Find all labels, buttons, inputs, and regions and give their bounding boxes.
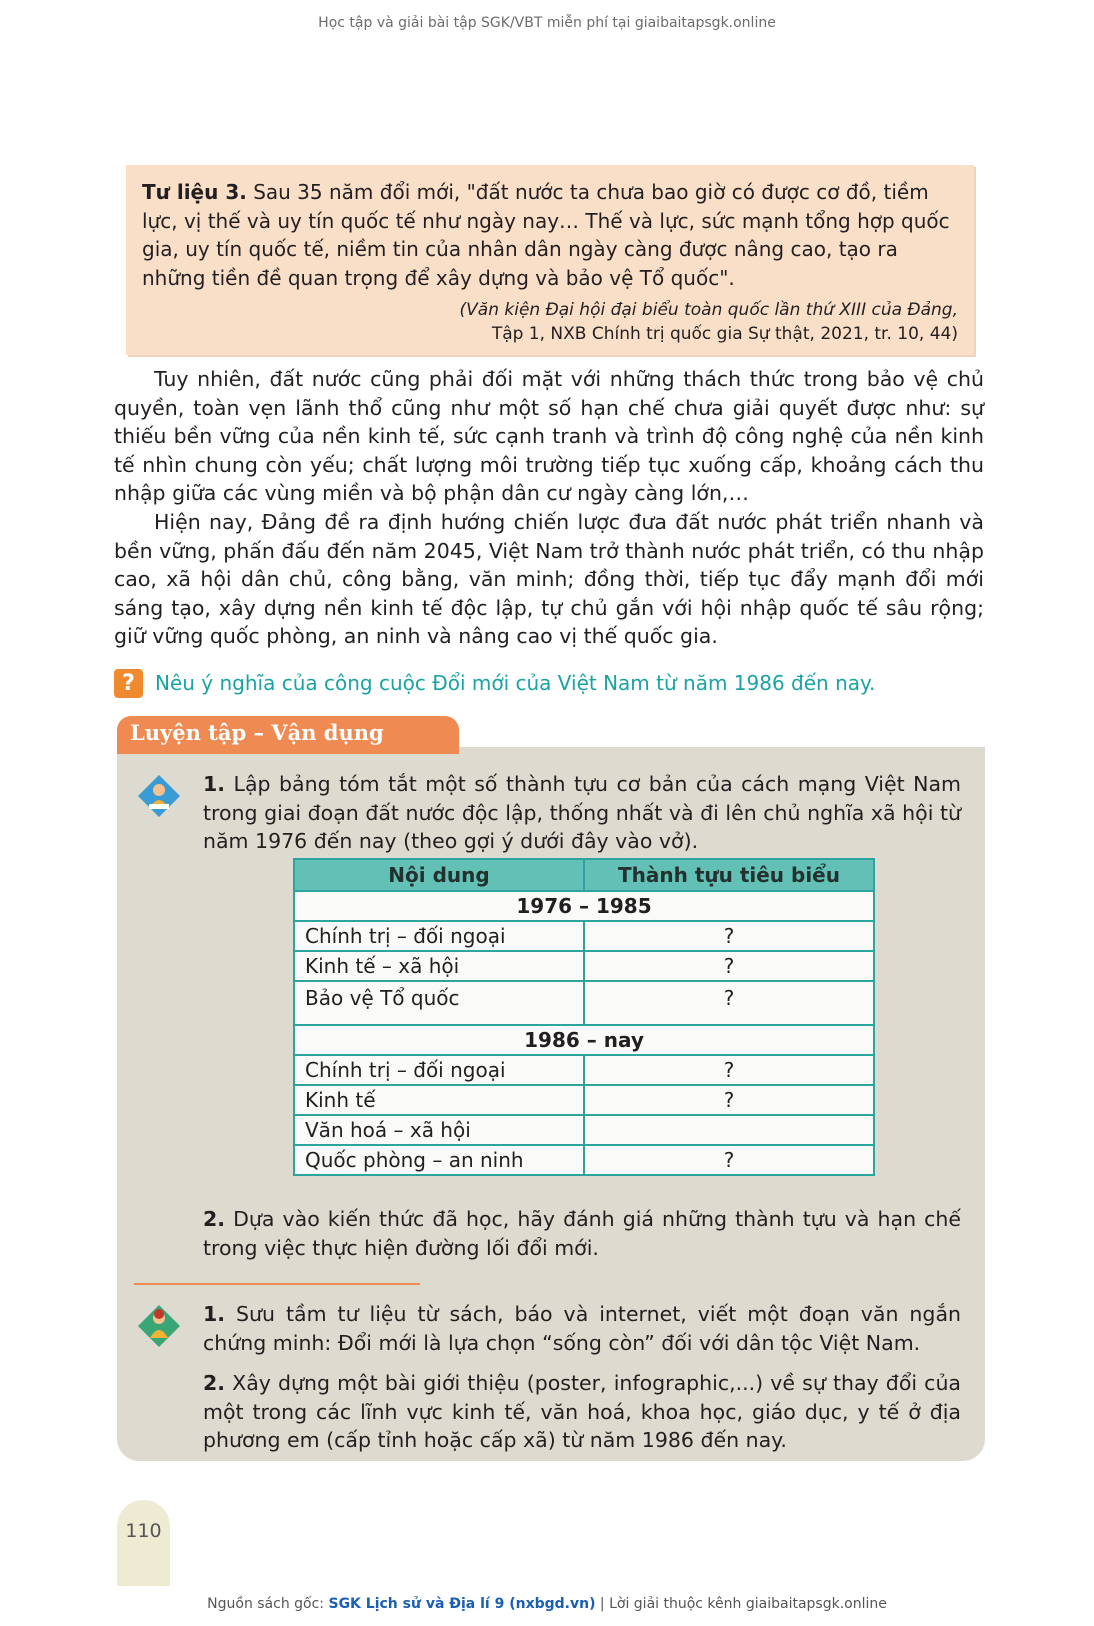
quote-body: Sau 35 năm đổi mới, "đất nước ta chưa bao giờ có được cơ đồ, tiềm lực, vị thế và uy tín quốc tế như ngày nay… Thế và lực, sức mạnh tổng hợp quốc gia, uy tín quốc tế, niềm tin của nhân dân ngày càng được nâng cao, tạo ra những tiền đề quan trọng để xây dựng và bảo vệ Tổ quốc". [142,180,950,290]
footer-suffix: | Lời giải thuộc kênh giaibaitapsgk.online [595,1596,887,1612]
page-number-tab [117,1500,170,1586]
table-group-row [294,891,874,921]
exercise-1 [203,770,961,856]
application-2-number: 2. [203,1371,226,1395]
paragraph-1 [114,365,984,508]
table-cell-value: ? [584,1085,874,1115]
page-number: 110 [125,1520,162,1542]
exercise-icon [137,774,181,822]
paragraph-1-text: Tuy nhiên, đất nước cũng phải đối mặt với những thách thức trong bảo vệ chủ quyền, toàn vẹn lãnh thổ cũng như một số hạn chế chưa giải quyết được như: sự thiếu bền vững của nền kinh tế, sức cạnh tranh và trình độ công nghệ của nền kinh tế nhìn chung còn yếu; chất lượng môi trường tiếp tục xuống cấp, khoảng cách thu nhập giữa các vùng miền và bộ phận dân cư ngày càng lớn,… [114,367,984,505]
footer-source-link[interactable]: SGK Lịch sử và Địa lí 9 (nxbgd.vn) [328,1596,596,1612]
paragraph-2 [114,508,984,651]
practice-title: Luyện tập – Vận dụng [130,720,384,745]
table-cell-value: ? [584,921,874,951]
table-cell-content: Chính trị – đối ngoại [294,1055,584,1085]
table-header-content: Nội dung [294,859,584,891]
table-row [294,921,874,951]
quote-box [126,165,974,355]
table-row [294,1085,874,1115]
table-cell-content: Kinh tế – xã hội [294,951,584,981]
footer-prefix: Nguồn sách gốc: [207,1596,329,1612]
quote-label: Tư liệu 3. [142,180,247,204]
table-cell-content: Bảo vệ Tổ quốc [294,981,584,1025]
table-cell-value: ? [584,1055,874,1085]
exercise-2 [203,1205,961,1262]
table-cell-content: Quốc phòng – an ninh [294,1145,584,1175]
quote-source-line1: (Văn kiện Đại hội đại biểu toàn quốc lần thứ XIII của Đảng, [459,300,958,320]
application-1-text: Sưu tầm tư liệu từ sách, báo và internet, viết một đoạn văn ngắn chứng minh: Đổi mới là lựa chọn “sống còn” đối với dân tộc Việt Nam. [203,1302,961,1355]
application-icon [137,1304,181,1352]
quote-text [142,178,958,292]
table-header-achievement: Thành tựu tiêu biểu [584,859,874,891]
table-cell-value [584,1115,874,1145]
table-row [294,1115,874,1145]
question-text: Nêu ý nghĩa của công cuộc Đổi mới của Việt Nam từ năm 1986 đến nay. [155,671,876,695]
table-cell-value: ? [584,981,874,1025]
exercise-2-number: 2. [203,1207,226,1231]
table-row [294,1055,874,1085]
question-line [114,668,875,698]
paragraph-2-text: Hiện nay, Đảng đề ra định hướng chiến lược đưa đất nước phát triển nhanh và bền vững, phấn đấu đến năm 2045, Việt Nam trở thành nước phát triển, có thu nhập cao, xã hội dân chủ, công bằng, văn minh; đồng thời, tiếp tục đẩy mạnh đổi mới sáng tạo, xây dựng nền kinh tế độc lập, tự chủ gắn với hội nhập quốc tế sâu rộng; giữ vững quốc phòng, an ninh và nâng cao vị thế quốc gia. [114,510,984,648]
exercise-2-text: Dựa vào kiến thức đã học, hãy đánh giá những thành tựu và hạn chế trong việc thực hiện đường lối đổi mới. [203,1207,961,1260]
table-cell-content: Kinh tế [294,1085,584,1115]
table-cell-value: ? [584,1145,874,1175]
application-1 [203,1300,961,1357]
table-row [294,951,874,981]
exercise-1-number: 1. [203,772,226,796]
table-cell-content: Chính trị – đối ngoại [294,921,584,951]
table-row [294,981,874,1025]
exercise-1-text: Lập bảng tóm tắt một số thành tựu cơ bản của cách mạng Việt Nam trong giai đoạn đất nước độc lập, thống nhất và đi lên chủ nghĩa xã hội từ năm 1976 đến nay (theo gợi ý dưới đây vào vở). [203,772,961,853]
table-cell-content: Văn hoá – xã hội [294,1115,584,1145]
achievements-table [293,858,875,1176]
question-icon: ? [114,669,143,698]
header-note: Học tập và giải bài tập SGK/VBT miễn phí tại giaibaitapsgk.online [318,15,776,31]
table-cell-value: ? [584,951,874,981]
application-1-number: 1. [203,1302,226,1326]
quote-source-line2: Tập 1, NXB Chính trị quốc gia Sự thật, 2021, tr. 10, 44) [491,324,958,344]
section-divider [134,1283,420,1285]
quote-source [142,298,958,346]
application-2 [203,1369,961,1455]
footer-note [0,1596,1094,1612]
table-group-label: 1976 – 1985 [294,891,874,921]
table-group-row [294,1025,874,1055]
table-header-row [294,859,874,891]
application-2-text: Xây dựng một bài giới thiệu (poster, infographic,...) về sự thay đổi của một trong các lĩnh vực kinh tế, văn hoá, khoa học, giáo dục, y tế ở địa phương em (cấp tỉnh hoặc cấp xã) từ năm 1986 đến nay. [203,1371,961,1452]
table-row [294,1145,874,1175]
table-group-label: 1986 – nay [294,1025,874,1055]
